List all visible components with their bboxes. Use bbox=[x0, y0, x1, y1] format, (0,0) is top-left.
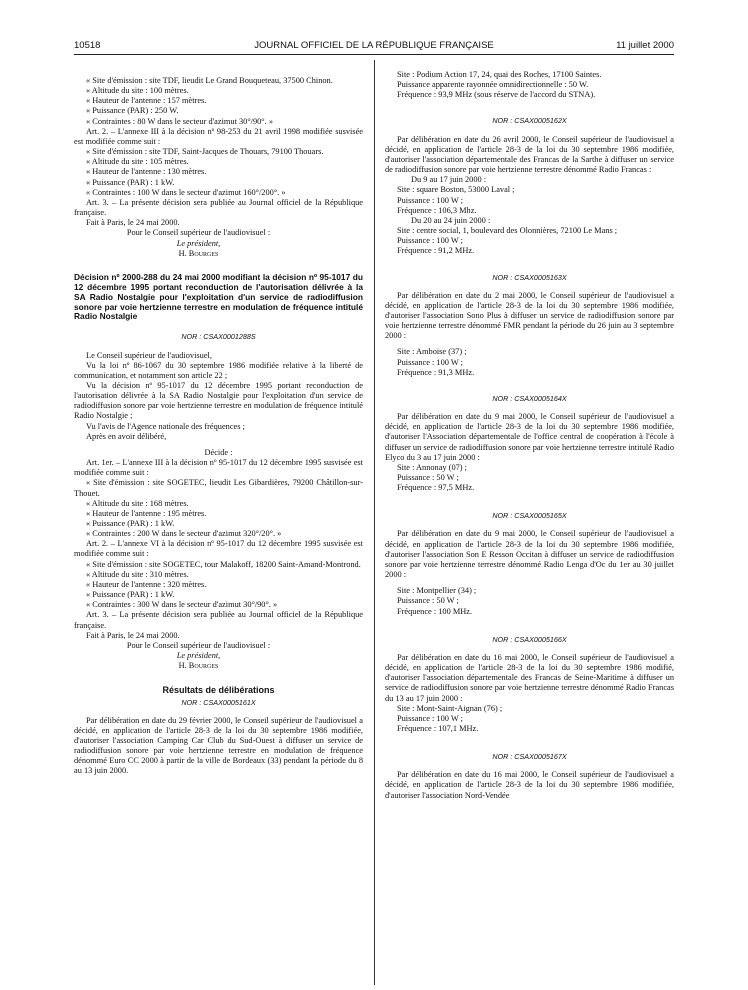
text-line: Vu la loi nº 86-1067 du 30 septembre 1986 modifiée relative à la liberté de communication, et notamment son article 22 ; bbox=[74, 360, 363, 380]
text-line: Le Conseil supérieur de l'audiovisuel, bbox=[86, 350, 212, 360]
text-line: « Hauteur de l'antenne : 157 mètres. bbox=[86, 96, 207, 106]
article-paragraph: Art. 3. – La présente décision sera publiée au Journal officiel de la République française. bbox=[74, 197, 363, 218]
deliberation-paragraph: Par délibération en date du 9 mai 2000, le Conseil supérieur de l'audiovisuel a décidé, en application de l'article 28-3 de la loi du 30 septembre 1986 modifiée, d'autoriser l'association Son E Resson Occitan à diffuser un service de radiodiffusion sonore par voie hertzienne terrestre dénommé Radio Lenga d'Oc du 1er au 30 juillet 2000 : bbox=[385, 529, 674, 580]
text-line: Puissance : 100 W ; bbox=[397, 357, 463, 367]
deliberation-paragraph: Par délibération en date du 16 mai 2000, le Conseil supérieur de l'audiovisuel a décidé, en application de l'article 28-3 de la loi du 30 septembre 1986 modifié, d'autoriser l'association départementale des Francas de Seine-Maritime à diffuser un service de radiodiffusion sonore par voie hertzienne terrestre dénommé Radio Francas du 13 au 17 juin 2000 : bbox=[385, 652, 674, 703]
nor-reference: NOR : CSAX0005162X bbox=[492, 116, 567, 126]
issue-date: 11 juillet 2000 bbox=[616, 40, 674, 51]
text-line: Fréquence : 106,3 Mhz. bbox=[397, 205, 477, 215]
text-line: « Puissance (PAR) : 250 W. bbox=[86, 106, 179, 116]
header-rule bbox=[74, 54, 674, 55]
decide-heading: Décide : bbox=[204, 447, 233, 457]
text-line: Puissance : 50 W ; bbox=[397, 596, 459, 606]
text-line: Fréquence : 91,3 MHz. bbox=[397, 367, 475, 377]
text-line: Puissance : 100 W ; bbox=[397, 195, 463, 205]
right-column bbox=[385, 70, 674, 801]
text-line: Site : square Boston, 53000 Laval ; bbox=[397, 185, 515, 195]
text-line: « Hauteur de l'antenne : 320 mètres. bbox=[86, 579, 207, 589]
text-line: « Puissance (PAR) : 1 kW. bbox=[86, 590, 175, 600]
signature-role: Le président, bbox=[176, 238, 221, 248]
article-paragraph: Art. 1er. – L'annexe III à la décision nº 95-1017 du 12 décembre 1995 susvisée est modifiée comme suit : bbox=[74, 458, 363, 478]
text-line: Fréquence : 100 MHz. bbox=[397, 606, 473, 616]
nor-reference: NOR : CSAX0005167X bbox=[492, 752, 567, 762]
signature-line: Pour le Conseil supérieur de l'audiovisuel : bbox=[126, 640, 271, 650]
text-line: « Contraintes : 100 W dans le secteur d'azimut 160°/200°. » bbox=[86, 187, 286, 197]
text-line: « Site d'émission : site TDF, lieudit Le Grand Bouqueteau, 37500 Chinon. bbox=[86, 76, 333, 85]
signature-block bbox=[74, 228, 363, 258]
date-line: Fait à Paris, le 24 mai 2000. bbox=[86, 630, 180, 640]
article-paragraph: Art. 2. – L'annexe III à la décision nº 98-253 du 21 avril 1998 modifiée susvisée est modifiée comme suit : bbox=[74, 126, 363, 146]
nor-reference: NOR : CSAX0005164X bbox=[492, 393, 567, 403]
text-line: « Contraintes : 200 W dans le secteur d'azimut 320°/20°. » bbox=[86, 529, 282, 539]
text-line: Site : Podium Action 17, 24, quai des Roches, 17100 Saintes. bbox=[397, 70, 602, 79]
text-line: Du 9 au 17 juin 2000 : bbox=[411, 175, 487, 185]
nor-reference: NOR : CSAX0001288S bbox=[181, 332, 256, 342]
column-divider bbox=[374, 60, 375, 985]
text-line: Fréquence : 97,5 MHz. bbox=[397, 483, 475, 493]
nor-reference: NOR : CSAX0005165X bbox=[492, 511, 567, 521]
text-line: Fréquence : 93,9 MHz (sous réserve de l'accord du STNA). bbox=[397, 90, 596, 100]
article-paragraph: Art. 3. – La présente décision sera publiée au Journal officiel de la République française. bbox=[74, 610, 363, 630]
text-line: Site : Mont-Saint-Aignan (76) ; bbox=[397, 703, 503, 713]
text-line: Site : Montpellier (34) ; bbox=[397, 586, 477, 596]
text-line: « Hauteur de l'antenne : 195 mètres. bbox=[86, 508, 207, 518]
text-line: Vu la décision nº 95-1017 du 12 décembre 1995 portant reconduction de l'autorisation délivrée à la SA Radio Nostalgie pour l'exploitation d'un service de radiodiffusion sonore par voie hertzienne terrestre en modulation de fréquence intitulé Radio Nostalgie ; bbox=[74, 380, 363, 421]
signature-role: Le président, bbox=[176, 651, 221, 661]
text-line: « Puissance (PAR) : 1 kW. bbox=[86, 177, 175, 187]
deliberation-paragraph: Par délibération en date du 9 mai 2000, le Conseil supérieur de l'audiovisuel a décidé, en application de l'article 28-3 de la loi du 30 septembre 1986 modifiée, d'autoriser l'Association départementale de l'office central de coopération à l'école à diffuser un service de radiodiffusion sonore par voie hertzienne terrestre intitulé Radio Elyco du 3 au 17 juin 2000 : bbox=[385, 412, 674, 462]
left-column bbox=[74, 76, 363, 777]
deliberation-paragraph: Par délibération en date du 26 avril 2000, le Conseil supérieur de l'audiovisuel a décidé, en application de l'article 28-3 de la loi du 30 septembre 1986 modifiée, d'autoriser l'association départementale des Francas de la Sarthe à diffuser un service de radiodiffusion sonore par voie hertzienne terrestre dénommé Radio Francas : bbox=[385, 134, 674, 175]
section-heading: Résultats de délibérations bbox=[162, 685, 275, 696]
journal-title: JOURNAL OFFICIEL DE LA RÉPUBLIQUE FRANÇAISE bbox=[254, 40, 494, 51]
text-line: « Contraintes : 80 W dans le secteur d'azimut 30°/90°. » bbox=[86, 116, 273, 126]
decision-title: Décision nº 2000-288 du 24 mai 2000 modifiant la décision nº 95-1017 du 12 décembre 1995 portant reconduction de l'autorisation délivrée à la SA Radio Nostalgie pour l'exploitation d'un service de radiodiffusion sonore par voie hertzienne terrestre en modulation de fréquence intitulé Radio Nostalgie bbox=[74, 271, 363, 322]
text-line: Site : Amboise (37) ; bbox=[397, 347, 467, 357]
text-line: Puissance : 100 W ; bbox=[397, 713, 463, 723]
text-line: « Contraintes : 300 W dans le secteur d'azimut 30°/90°. » bbox=[86, 600, 278, 610]
text-line: Vu l'avis de l'Agence nationale des fréquences ; bbox=[86, 421, 245, 431]
page-number: 10518 bbox=[74, 40, 101, 51]
deliberation-paragraph: Par délibération en date du 16 mai 2000, le Conseil supérieur de l'audiovisuel a décidé, en application de l'article 28-3 de la loi du 30 septembre 1986 modifiée, d'autoriser l'association Nord-Vendée bbox=[385, 770, 674, 800]
text-line: « Altitude du site : 168 mètres. bbox=[86, 498, 189, 508]
text-line: « Altitude du site : 310 mètres. bbox=[86, 569, 189, 579]
text-line: Fréquence : 91,2 MHz. bbox=[397, 246, 475, 256]
text-line: « Altitude du site : 100 mètres. bbox=[86, 86, 189, 96]
deliberation-paragraph: Par délibération en date du 2 mai 2000, le Conseil supérieur de l'audiovisuel a décidé, en application de l'article 28-3 de la loi du 30 septembre 1986 modifiée, d'autoriser l'association Sono Plus à diffuser un service de radiodiffusion sonore par voie hertzienne terrestre dénommé FMR pendant la période du 26 juin au 3 septembre 2000 : bbox=[385, 290, 674, 341]
signature-line: Pour le Conseil supérieur de l'audiovisuel : bbox=[126, 228, 271, 238]
date-line: Fait à Paris, le 24 mai 2000. bbox=[86, 218, 180, 228]
signature-name: H. Bourges bbox=[178, 661, 219, 671]
signature-name: H. Bourges bbox=[178, 248, 219, 258]
text-line: Site : Annonay (07) ; bbox=[397, 462, 467, 472]
text-line: Fréquence : 107,1 MHz. bbox=[397, 723, 479, 733]
text-line: Puissance : 50 W ; bbox=[397, 473, 459, 482]
page-header bbox=[74, 40, 674, 54]
text-line: Après en avoir délibéré, bbox=[86, 431, 167, 441]
nor-reference: NOR : CSAX0005163X bbox=[492, 272, 567, 282]
text-line: « Site d'émission : site SOGETEC, tour Malakoff, 18200 Saint-Amand-Montrond. bbox=[86, 559, 361, 569]
text-line: « Puissance (PAR) : 1 kW. bbox=[86, 519, 175, 528]
nor-reference: NOR : CSAX0005161X bbox=[181, 697, 256, 707]
text-line: « Altitude du site : 105 mètres. bbox=[86, 157, 189, 167]
deliberation-paragraph: Par délibération en date du 29 février 2000, le Conseil supérieur de l'audiovisuel a décidé, en application de l'article 28-3 de la loi du 30 septembre 1986 modifiée, d'autoriser l'association Camping Car Club du Sud-Ouest à diffuser un service de radiodiffusion sonore par voie hertzienne terrestre en modulation de fréquence dénommé Euro CC 2000 à partir de la ville de Bordeaux (33) pendant la période du 8 au 13 juin 2000. bbox=[74, 715, 363, 776]
text-line: « Hauteur de l'antenne : 130 mètres. bbox=[86, 167, 207, 177]
text-line: « Site d'émission : site TDF, Saint-Jacques de Thouars, 79100 Thouars. bbox=[86, 147, 324, 157]
text-line: Puissance apparente rayonnée omnidirectionnelle : 50 W. bbox=[397, 80, 589, 90]
text-line: Puissance : 100 W ; bbox=[397, 236, 463, 246]
text-line: Site : centre social, 1, boulevard des Olonnières, 72100 Le Mans ; bbox=[397, 226, 618, 236]
nor-reference: NOR : CSAX0005166X bbox=[492, 634, 567, 644]
article-paragraph: Art. 2. – L'annexe VI à la décision nº 95-1017 du 12 décembre 1995 susvisée est modifiée comme suit : bbox=[74, 539, 363, 559]
text-line: « Site d'émission : site SOGETEC, lieudit Les Gibardières, 79200 Châtillon-sur-Thouet. bbox=[74, 478, 363, 498]
signature-block bbox=[74, 641, 363, 671]
text-line: Du 20 au 24 juin 2000 : bbox=[411, 215, 491, 225]
